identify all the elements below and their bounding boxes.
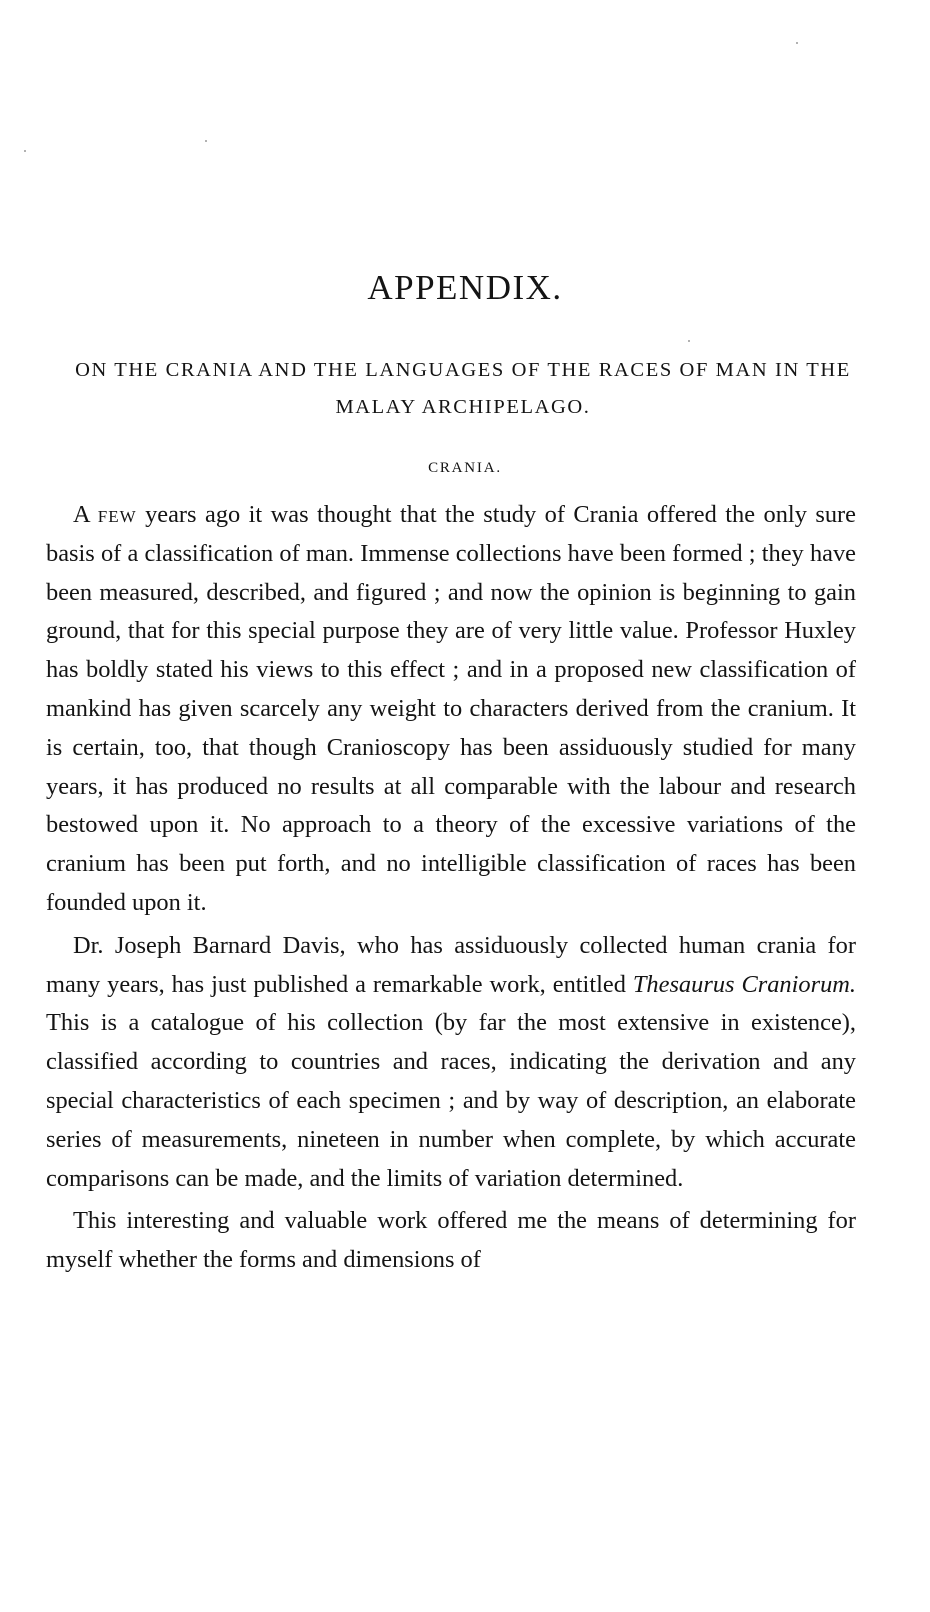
paragraph-3-text: This interesting and valuable work offered me the means of determining for myself whether the forms and dimensions of xyxy=(46,1207,856,1274)
paragraph-1-text: years ago it was thought that the study of Crania offered the only sure basis of a classification of man. Immense collections have been formed ; they have been measured, described, and figured ; and now the opinion is beginning to gain ground, that for this special purpose they are of very little value. Professor Huxley has boldly stated his views to this effect ; and in a proposed new classification of mankind has given scarcely any weight to characters derived from the cranium. It is certain, too, that though Cranioscopy has been assiduously studied for many years, it has produced no results at all comparable with the labour and research bestowed upon it. No approach to a theory of the excessive variations of the cranium has been put forth, and no intelligible classification of races has been founded upon it. xyxy=(46,501,856,916)
paragraph-1-lead: A xyxy=(73,501,90,528)
paragraph-2-after: This is a catalogue of his collection (by far the most extensive in existence), classified according to countries and races, indicating the derivation and any special characteristics of each specimen ; and by way of description, an elaborate series of measurements, nineteen in number when complete, by which accurate comparisons can be made, and the limits of variation determined. xyxy=(46,1009,856,1192)
body-text xyxy=(46,496,856,1280)
paper-speck xyxy=(688,340,690,342)
paragraph-1-lead-smallcaps: few xyxy=(97,501,137,528)
section-heading: CRANIA. xyxy=(428,460,502,476)
paper-speck xyxy=(24,150,26,152)
appendix-subtitle: ON THE CRANIA AND THE LANGUAGES OF THE RACES OF MAN IN THE MALAY ARCHIPELAGO. xyxy=(75,359,851,418)
book-title-italic: Thesaurus Craniorum. xyxy=(632,970,856,998)
appendix-title: APPENDIX. xyxy=(367,268,563,307)
paragraph-3 xyxy=(46,1202,856,1280)
paragraph-2-before: Dr. Joseph Barnard Davis, who has assiduously collected human crania for many years, has just published a remarkable work, entitled xyxy=(46,931,856,998)
paragraph-2 xyxy=(46,927,856,1199)
paragraph-1 xyxy=(46,496,856,923)
paper-speck xyxy=(205,140,207,142)
paper-speck xyxy=(796,42,798,44)
